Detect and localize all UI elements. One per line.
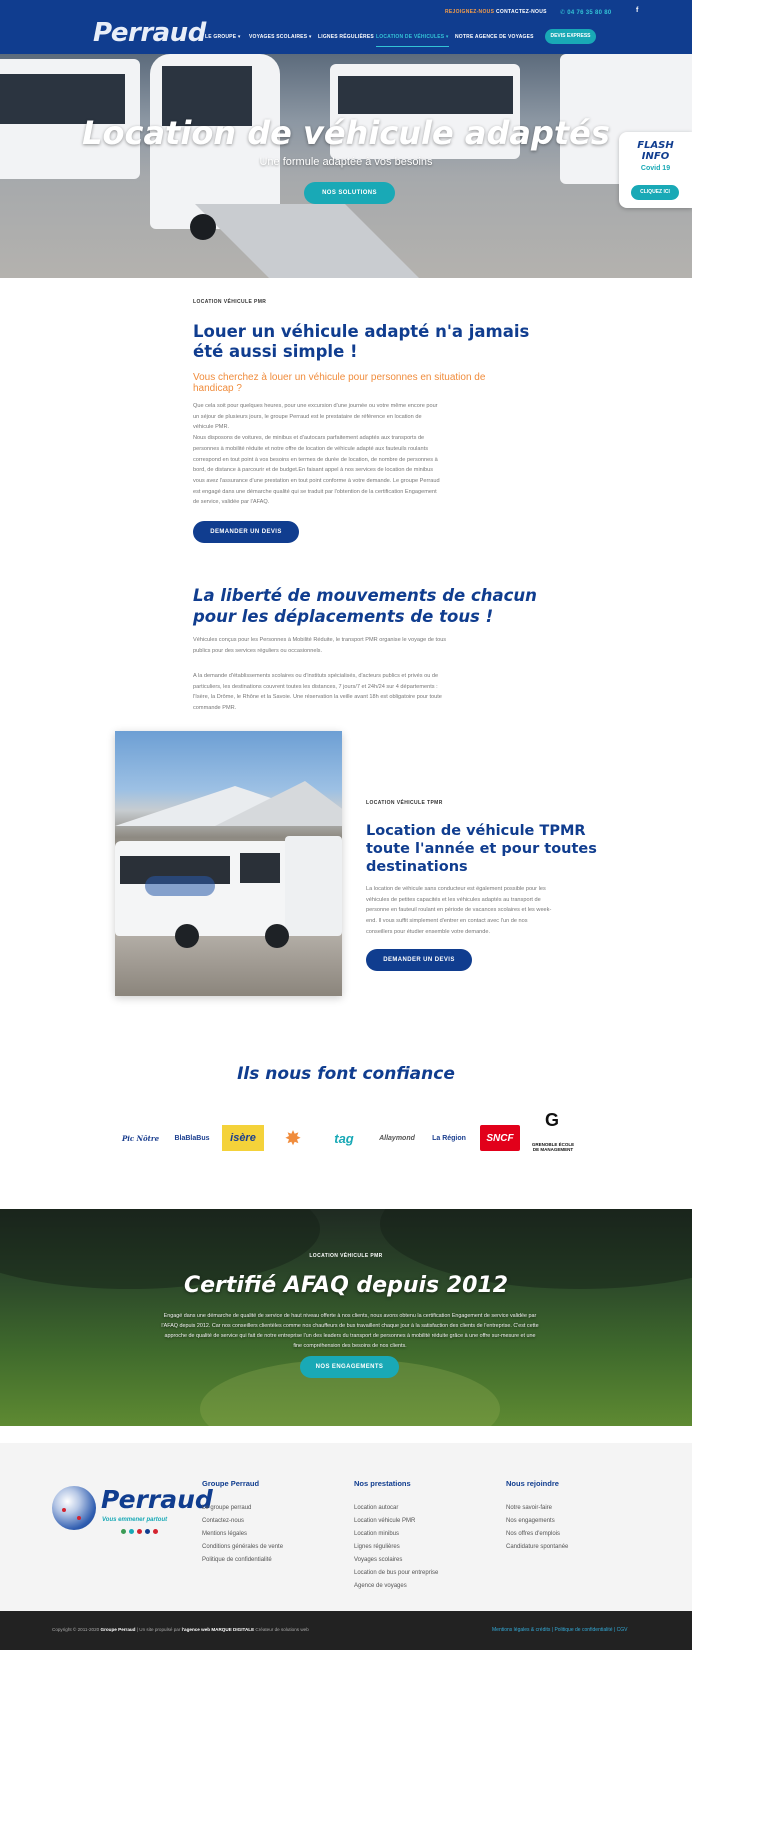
photo-wheel	[265, 924, 289, 948]
footer-link[interactable]: Politique de confidentialité	[202, 1557, 272, 1563]
phone-icon: ✆	[560, 10, 568, 16]
footer-col-groupe-title: Groupe Perraud	[202, 1479, 260, 1488]
footer-link[interactable]: Location de bus pour entreprise	[354, 1570, 439, 1576]
copyright-text: Copyright © 2011-2020 Groupe Perraud | Un site propulsé par l'agence web MARQUE DIGITALE Créateur de solutions web	[52, 1627, 309, 1632]
footer-tagline: Vous emmener partout	[102, 1517, 168, 1523]
intro-paragraph: Que cela soit pour quelques heures, pour une excursion d'une journée ou votre même encore pour un séjour de plusieurs jours, le groupe Perraud est le prestataire de référence en location de véhicule PMR. Nous disposons de voitures, de minibus et d'autocars parfaitement adaptés aux transports de personnes à mobilité réduite et notre offre de location de véhicule adapté aux fauteuils roulants correspond en tout point à vos besoins en termes de durée de location, de nombre de personnes à bord, de distance à parcourir et de budget.En faisant appel à nos services de location de minibus vous avez l'assurance d'une prestation en tout point conforme à votre demande. Le groupe Perraud est engagé dans une démarche qualité qui se traduit par l'obtention de la certification Engagement de service, validée par l'AFAQ.	[193, 403, 440, 506]
nos-solutions-button[interactable]: NOS SOLUTIONS	[304, 182, 395, 204]
gem-g-icon: G	[545, 1110, 560, 1130]
intro-eyebrow: LOCATION VÉHICULE PMR	[193, 299, 267, 305]
logo[interactable]: Perraud	[93, 18, 206, 48]
cliquez-ici-button[interactable]: CLIQUEZ ICI	[631, 185, 679, 200]
partner-logo-isere: isère	[222, 1125, 264, 1151]
photo-wheel	[175, 924, 199, 948]
afaq-banner	[0, 1209, 692, 1426]
tpmr-title: Location de véhicule TPMR toute l'année et pour toutes destinations	[366, 823, 597, 875]
partners-title: Ils nous font confiance	[237, 1064, 455, 1084]
brand-dot	[153, 1529, 158, 1534]
partner-logo-flame	[275, 1125, 311, 1151]
footer-col-prestations-title: Nos prestations	[354, 1479, 411, 1488]
nos-engagements-button[interactable]: NOS ENGAGEMENTS	[300, 1356, 399, 1378]
chevron-down-icon: ▾	[444, 34, 449, 40]
footer-link[interactable]: Notre savoir-faire	[506, 1505, 553, 1511]
flame-icon: ✸	[284, 1127, 302, 1150]
intro-question: Vous cherchez à louer un véhicule pour personnes en situation de handicap ?	[193, 372, 486, 394]
hero-banner	[0, 54, 692, 278]
liberte-paragraph-1: Véhicules conçus pour les Personnes à Mobilité Réduite, le transport PMR organise le voyage de tous publics pour des services réguliers ou occasionnels.	[193, 637, 447, 654]
hero-bus-window	[338, 76, 513, 114]
photo-van-decal	[145, 876, 215, 896]
brand-dot	[121, 1529, 126, 1534]
brand-dots	[121, 1529, 158, 1534]
brand-dot	[129, 1529, 134, 1534]
nav-agence-voyages[interactable]: NOTRE AGENCE DE VOYAGES	[455, 34, 534, 40]
footer-link[interactable]: Location autocar	[354, 1505, 399, 1511]
partner-logo-allaymond: Allaymond	[379, 1134, 415, 1142]
chevron-down-icon: ▾	[236, 34, 241, 40]
footer-col-rejoindre-title: Nous rejoindre	[506, 1479, 559, 1488]
footer-link[interactable]: Voyages scolaires	[354, 1557, 403, 1563]
afaq-eyebrow: LOCATION VÉHICULE PMR	[309, 1253, 383, 1259]
phone-link[interactable]: ✆ 04 76 35 80 80	[560, 10, 612, 16]
nav-location-vehicules[interactable]: LOCATION DE VÉHICULES ▾	[376, 34, 449, 47]
hero-title: Location de véhicule adaptés	[82, 114, 610, 152]
photo-van-door	[285, 836, 342, 936]
partner-logo-pic-notre: Pic Nôtre	[121, 1133, 160, 1143]
tpmr-eyebrow: LOCATION VÉHICULE TPMR	[366, 800, 443, 806]
footer-logo[interactable]: Perraud	[101, 1485, 213, 1514]
footer-link[interactable]: Nos offres d'emplois	[506, 1531, 561, 1537]
hero-wheel	[190, 214, 216, 240]
contact-link[interactable]: CONTACTEZ-NOUS	[496, 9, 547, 15]
partner-logo-tag: tag	[334, 1130, 354, 1146]
afaq-paragraph: Engagé dans une démarche de qualité de service de haut niveau offerte à nos clients, nous avons obtenu la certification Engagement de service validée par l'AFAQ depuis 2012. Car nos conseillers clientèles comme nos chauffeurs de bus travaillent chaque jour à la satisfaction des clients de l'entreprise. C'est cette approche de qualité de service qui fait de notre entreprise l'un des leaders du transport de personnes à mobilité réduite grâce à une offre sur-mesure et une fine compréhension des besoins de nos clients.	[161, 1313, 539, 1349]
photo-van-window	[240, 853, 280, 883]
flash-covid-label: Covid 19	[640, 165, 671, 172]
footer-link[interactable]: Mentions légales	[202, 1531, 248, 1537]
flash-info-title-2: INFO	[641, 151, 670, 162]
bottom-bar	[0, 1611, 692, 1650]
minibus-photo	[115, 731, 342, 996]
flash-info-title-1: FLASH	[637, 140, 674, 151]
facebook-icon[interactable]: f	[636, 7, 639, 14]
globe-logo-icon	[52, 1486, 96, 1530]
nav-voyages-scolaires[interactable]: VOYAGES SCOLAIRES ▾	[249, 34, 312, 40]
brand-dot	[145, 1529, 150, 1534]
partner-logo-la-region: La Région	[432, 1134, 466, 1142]
footer-link[interactable]: Candidature spontanée	[506, 1544, 569, 1550]
site-footer	[0, 1443, 692, 1611]
intro-title: Louer un véhicule adapté n'a jamais été aussi simple !	[193, 322, 530, 361]
devis-express-button[interactable]: DEVIS EXPRESS	[545, 29, 596, 44]
legal-links[interactable]: Mentions légales & crédits | Politique de confidentialité | CGV	[492, 1627, 628, 1633]
partner-logo-sncf: SNCF	[480, 1125, 520, 1151]
footer-link[interactable]: Location véhicule PMR	[354, 1518, 416, 1524]
tpmr-demander-devis-button[interactable]: DEMANDER UN DEVIS	[366, 949, 472, 971]
photo-mountain	[215, 781, 342, 826]
join-us-link[interactable]: REJOIGNEZ-NOUS	[445, 9, 495, 15]
nav-lignes-regulieres[interactable]: LIGNES RÉGULIÈRES	[318, 34, 374, 40]
footer-link[interactable]: Contactez-nous	[202, 1518, 245, 1524]
footer-link[interactable]: Lignes régulières	[354, 1544, 400, 1550]
footer-link[interactable]: Nos engagements	[506, 1518, 555, 1524]
tpmr-paragraph: La location de véhicule sans conducteur est également possible pour les véhicules de petites capacités et les véhicules adaptés au transport de personne en fauteuil roulant en période de vacances scolaires et les week- end. Il vous suffit simplement d'entrer en contact avec l'un de nos conseillers pour étudier ensemble votre demande.	[366, 886, 552, 935]
liberte-title: La liberté de mouvements de chacun pour les déplacements de tous !	[193, 586, 537, 626]
globe-dot	[77, 1516, 81, 1520]
hero-ramp	[195, 204, 425, 278]
footer-link[interactable]: Location minibus	[354, 1531, 400, 1537]
flash-info-card	[619, 132, 692, 208]
site-header	[0, 0, 692, 54]
hero-subtitle: Une formule adaptée à vos besoins	[259, 156, 433, 168]
partner-logo-blablabus: BlaBlaBus	[174, 1134, 210, 1142]
brand-dot	[137, 1529, 142, 1534]
liberte-paragraph-2: A la demande d'établissements scolaires ou d'instituts spécialisés, d'acteurs publics et privés ou de particuliers, les destinations couvrent toutes les distances, 7 jours/7 et 24h/24 sur 4 départements : l'Isère, la Drôme, le Rhône et la Savoie. Une réservation la veille avant 18h est obligatoire pour toute commande PMR.	[193, 673, 442, 712]
partner-logo-gem: G GRENOBLE ÉCOLE DE MANAGEMENT	[531, 1110, 575, 1152]
nav-le-groupe[interactable]: LE GROUPE ▾	[205, 34, 241, 40]
footer-link[interactable]: Conditions générales de vente	[202, 1544, 284, 1550]
demander-devis-button[interactable]: DEMANDER UN DEVIS	[193, 521, 299, 543]
afaq-title: Certifié AFAQ depuis 2012	[183, 1273, 509, 1298]
globe-dot	[62, 1508, 66, 1512]
agency-link[interactable]: l'agence web MARQUE DIGITALE	[181, 1627, 255, 1632]
footer-link[interactable]: Agence de voyages	[354, 1583, 407, 1589]
footer-link[interactable]: Le groupe perraud	[202, 1505, 252, 1511]
chevron-down-icon: ▾	[307, 34, 312, 40]
